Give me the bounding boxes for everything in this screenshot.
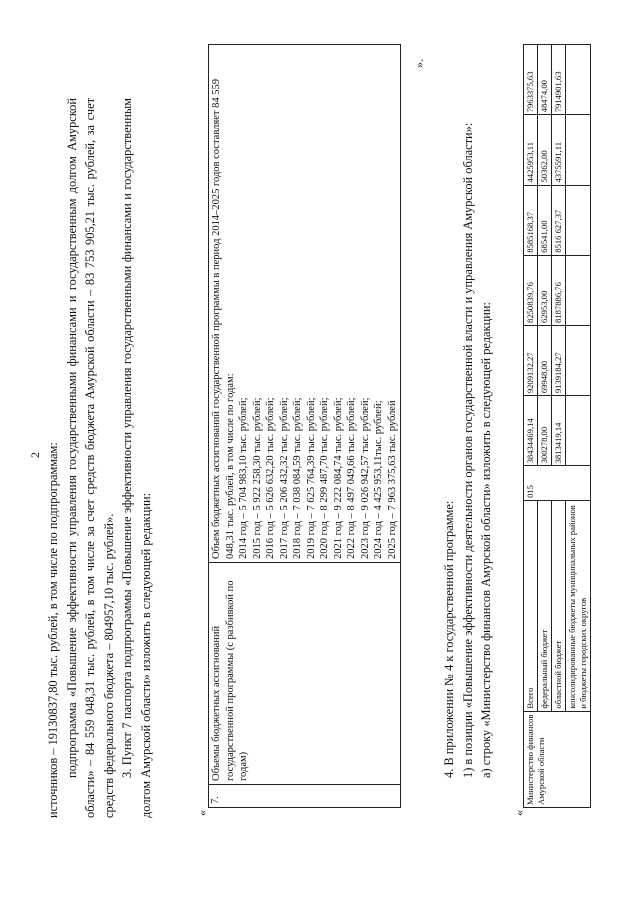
paragraph-sources: источников – 19130837,80 тыс. рублей, в том числе по подпрограммам:	[46, 442, 60, 818]
passport-table	[208, 44, 401, 808]
table-row	[524, 45, 538, 808]
paragraph-position: 1) в позиции «Повышение эффективности деятельности органов государственной власти и управления Амурской области»:	[460, 122, 475, 778]
value-cell: 62953,00	[538, 255, 552, 325]
value-cell: 7914901,63	[552, 45, 566, 115]
ministry-cell: Министерство финансов Амурской области	[524, 711, 591, 807]
paragraph-point-3: 3. Пункт 7 паспорта подпрограммы «Повышение эффективности управления государственными финансами и государственным долгом Амурской области» изложить в следующей редакции:	[120, 98, 153, 818]
code-cell: 015	[524, 466, 591, 501]
value-cell: 48474,00	[538, 45, 552, 115]
row-label: областной бюджет	[552, 500, 566, 711]
value-cell: 300278,00	[538, 396, 552, 466]
value-cell	[566, 185, 591, 255]
value-cell: 8250839,76	[524, 255, 538, 325]
year-line: 2021 год – 9 222 084,74 тыс. рублей;	[332, 397, 344, 559]
value-cell: 4425953,11	[524, 115, 538, 185]
value-cell	[566, 396, 591, 466]
year-line: 2019 год – 7 625 764,39 тыс. рублей;	[305, 397, 317, 559]
row-label: федеральный бюджет	[538, 500, 552, 711]
finance-table	[523, 44, 591, 808]
value-cell	[566, 115, 591, 185]
year-line: 2023 год – 9 026 942,57 тыс. рублей;	[359, 397, 371, 559]
year-line: 2020 год – 8 299 487,70 тыс. рублей;	[319, 397, 330, 559]
paragraph-point-4: 4. В приложении № 4 к государственной программе:	[442, 500, 456, 778]
table-row	[209, 45, 401, 808]
year-line: 2018 год – 7 038 084,59 тыс. рублей;	[292, 397, 303, 559]
value-cell: 38434469,14	[524, 396, 538, 466]
year-line: 2024 год – 4 425 953,11тыс. рублей;	[373, 400, 384, 559]
year-line: 2017 год – 5 206 432,32 тыс. рублей;	[278, 397, 290, 559]
value-cell: 3813419,14	[552, 396, 566, 466]
year-line: 2015 год – 5 922 258,30 тыс. рублей;	[251, 397, 263, 559]
row-label: Объемы бюджетных ассигнований государственной программы (с разбивкой по годам)	[209, 563, 401, 785]
text-block-top	[44, 98, 155, 818]
paragraph-line-a: а) строку «Министерство финансов Амурской области» изложить в следующей редакции:	[479, 302, 493, 778]
year-line: 2014 год – 5 704 983,10 тыс. рублей;	[238, 397, 249, 559]
row-number: 7.	[209, 785, 401, 808]
page-number: 2	[28, 452, 42, 458]
value-cell: 8187886,76	[552, 255, 566, 325]
table-row	[538, 45, 552, 808]
value-cell	[566, 325, 591, 395]
year-line: 2016 год – 5 626 632,20 тыс. рублей;	[265, 397, 276, 559]
row-value	[209, 45, 401, 563]
open-quote-2: «	[512, 810, 526, 816]
value-cell: 8585168,37	[524, 185, 538, 255]
value-cell: 69948,00	[538, 325, 552, 395]
value-cell: 9139184,27	[552, 325, 566, 395]
value-cell: 9209132,27	[524, 325, 538, 395]
table-row	[552, 45, 566, 808]
value-cell	[566, 45, 591, 115]
value-cell: 7963375,63	[524, 45, 538, 115]
value-cell: 4375591,11	[552, 115, 566, 185]
value-cell: 68541,00	[538, 185, 552, 255]
funding-intro: Объем бюджетных ассигнований государственной программы в период 2014–2025 годов составляет 84 559 048,31 тыс. рублей, в том числе по годам:	[211, 79, 236, 559]
row-label: Всего	[524, 500, 538, 711]
year-line: 2025 год – 7 963 375,63 тыс. рублей	[386, 400, 398, 559]
row-label: консолидированные бюджеты муниципальных районов и бюджеты городских округов	[566, 500, 591, 711]
open-quote: «	[195, 810, 209, 816]
value-cell: 50362,00	[538, 115, 552, 185]
paragraph-subprogram: подпрограмма «Повышение эффективности управления государственными финансами и государственным долгом Амурской области» – 84 559 048,31 тыс. рублей, в том числе за счет средств бюджета Амурской области – 83 753 905,21 тыс. рублей, за счет средств федерального бюджета – 804957,10 тыс. рублей».	[64, 98, 116, 818]
value-cell: 8516 627,37	[552, 185, 566, 255]
year-line: 2022 год – 8 497 049,66 тыс. рублей;	[346, 397, 357, 559]
close-quote: ».	[412, 59, 426, 68]
value-cell	[566, 255, 591, 325]
table-row	[566, 45, 591, 808]
text-block-bottom	[440, 98, 496, 818]
